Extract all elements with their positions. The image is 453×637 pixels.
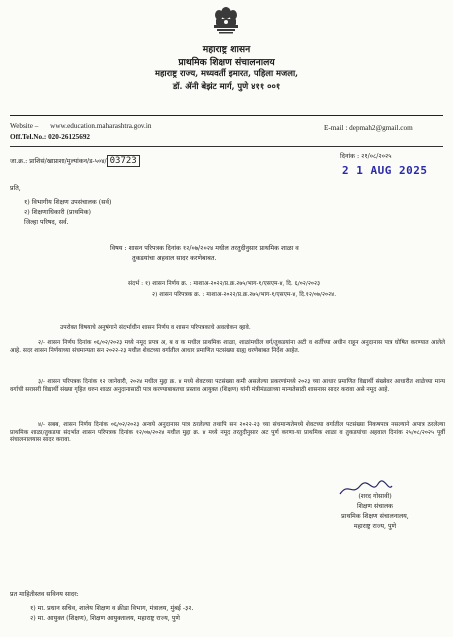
date-value: २१/०८/२०२५ — [361, 153, 392, 160]
date-row — [340, 153, 392, 161]
header-line4: डॉ. ॲनी बेझंट मार्ग, पुणे ४११ ००१ — [172, 81, 281, 91]
outward-ref-text: जा.क्र.: प्राशिसं/खाप्राशा/मुल्यांकन/ड-५०४/ — [10, 158, 107, 165]
email-link[interactable]: depmah2@gmail.com — [349, 124, 413, 132]
subject-label: विषय : — [110, 245, 127, 252]
body-para4: ४/- सबब, शासन निर्णय दिनांक ०६/०२/२०२३ अन्वये अनुदानास पात्र ठरलेल्या तथापि सन २०२२-२३ च्या संचमान्यतेमध्ये शेवटच्या वर्गातील पटसंख्या निकषपात्र नसल्याने अपात्र ठरलेल्या प्राथमिक शाळा/तुकडया संदर्भात शासन परिपत्रक दिनांक १२/०७/२०२४ मधील मुद्दा क्र. ४ मध्ये नमूद तरतुदीनुसार अट पुर्ण करणा-या प्राथमिक शाळा व तुकडयांचा अहवाल दिनांक २५/०८/२०२५ पूर्वी संचालनालयास सादर करावा. — [10, 422, 445, 444]
subject-block — [110, 245, 445, 263]
subject-line2: तुकडयांचा अहवाल सादर करणेबाबत. — [132, 254, 217, 262]
tel-label: Off.Tel.No.: — [10, 133, 47, 141]
signatory-place: महाराष्ट्र राज्य, पुणे — [353, 522, 397, 530]
email-row — [324, 124, 413, 132]
signature-block — [300, 493, 450, 530]
received-date-stamp: 2 1 AUG 2025 — [342, 164, 428, 177]
signatory-department: प्राथमिक शिक्षण संचालनालय, — [341, 512, 409, 520]
copy-label: प्रत माहितीस्तव सविनय सादर: — [10, 591, 79, 598]
body-intro: उपरोक्त विषयाचे अनुषंगाने संदर्भाधीन शासन निर्णय व शासन परिपत्रकाचे अवलोकन व्हावे. — [60, 325, 251, 331]
reference-label: संदर्भ : — [128, 281, 144, 287]
signatory-name: (शरद गोसावी) — [358, 493, 392, 500]
website-link[interactable]: www.education.maharashtra.gov.in — [50, 122, 152, 130]
reference-block — [128, 281, 448, 299]
date-label: दिनांक : — [340, 153, 360, 160]
addressee-item: २) शिक्षणाधिकारी (प्राथमिक) — [24, 208, 91, 216]
outward-ref — [10, 156, 140, 167]
prati-label: प्रति, — [10, 185, 21, 192]
tel-row — [10, 133, 90, 141]
header-line1: महाराष्ट्र शासन — [202, 44, 251, 55]
subject-line1: शासन परिपत्रक दिनांक १२/०७/२०२४ मधील तरतुदीनुसार प्राथमिक शाळा व — [128, 245, 299, 252]
state-emblem-icon — [208, 6, 244, 38]
copy-item: २) मा. आयुक्त (शिक्षण), शिक्षण आयुक्तालय, महाराष्ट्र राज्य, पुणे — [30, 614, 180, 622]
copy-item: १) मा. प्रधान सचिव, शालेय शिक्षण व क्रीडा विभाग, मंत्रालय, मुंबई -३२. — [30, 605, 194, 612]
header-line2: प्राथमिक शिक्षण संचालनालय — [178, 57, 275, 68]
body-para2: २/- शासन निर्णय दिनांक ०६/०२/२०२३ मध्ये नमूद प्रपत्र अ, ब व क मधील प्राथमिक शाळा, शाळांमधील वर्ग/तुकडयांना अटी व शर्तीच्या अधीन राहून अनुदानास पात्र घोषित करण्यात आलेले आहे. सदर शासन निर्णयाच्या संचमान्यता सन २०२२-२३ मधील शेवटच्या वर्गातील आधार प्रमाणित पटसंख्या ग्राह्य धरणेबाबत निर्देश आहेत. — [10, 340, 445, 354]
addressee-district: जिल्हा परिषद, सर्व. — [24, 218, 69, 226]
header-rule — [10, 115, 443, 116]
copy-list — [30, 605, 445, 623]
header-line3: महाराष्ट्र राज्य, मध्यवर्ती इमारत, पहिला मजला, — [154, 68, 299, 78]
signatory-title: शिक्षण संचालक — [357, 502, 393, 510]
addressee-item: १) विभागीय शिक्षण उपसंचालक (सर्व) — [24, 199, 112, 206]
outward-number: 03723 — [107, 155, 140, 167]
website-label: Website – — [10, 122, 39, 130]
addressee-list — [24, 199, 111, 227]
tel-value: 020-26125692 — [48, 133, 91, 141]
website-row — [10, 122, 151, 130]
body-para3: ३/- शासन परिपत्रक दिनांक १२ जानेवारी, २०२४ मधील मुद्दा क्र. ४ मध्ये शेवटच्या पटसंख्या कमी असलेल्या प्रकरणांमध्ये २०२३ च्या आधार प्रमाणित विद्यार्थी संख्येवर आधारीत शाळेच्या मान्य वर्गाची सरासरी विद्यार्थी संख्या गृहित धरुन शाळा अनुदानासाठी पात्र करण्याबाबतचा प्रस्ताव आयुक्त (शिक्षण) यांनी मंत्रीमंडळाच्या मान्यतेसाठी शासनास सादर करावा असे नमूद आहे. — [10, 379, 445, 393]
contact-rule — [10, 146, 443, 147]
reference-line1: १) शासन निर्णय क्र. : माशाअ-२०२२/प्र.क्र.२७५/भाग-१/एसएम-४, दि. ६/०२/२०२३ — [144, 281, 321, 287]
email-label: E-mail : — [324, 124, 348, 132]
reference-line2: २) शासन परिपत्रक क्र. : माशाअ-२०२२/प्र.क्र.२७५/भाग-१/एसएम-४, दि.१२/०७/२०२४. — [152, 291, 337, 298]
